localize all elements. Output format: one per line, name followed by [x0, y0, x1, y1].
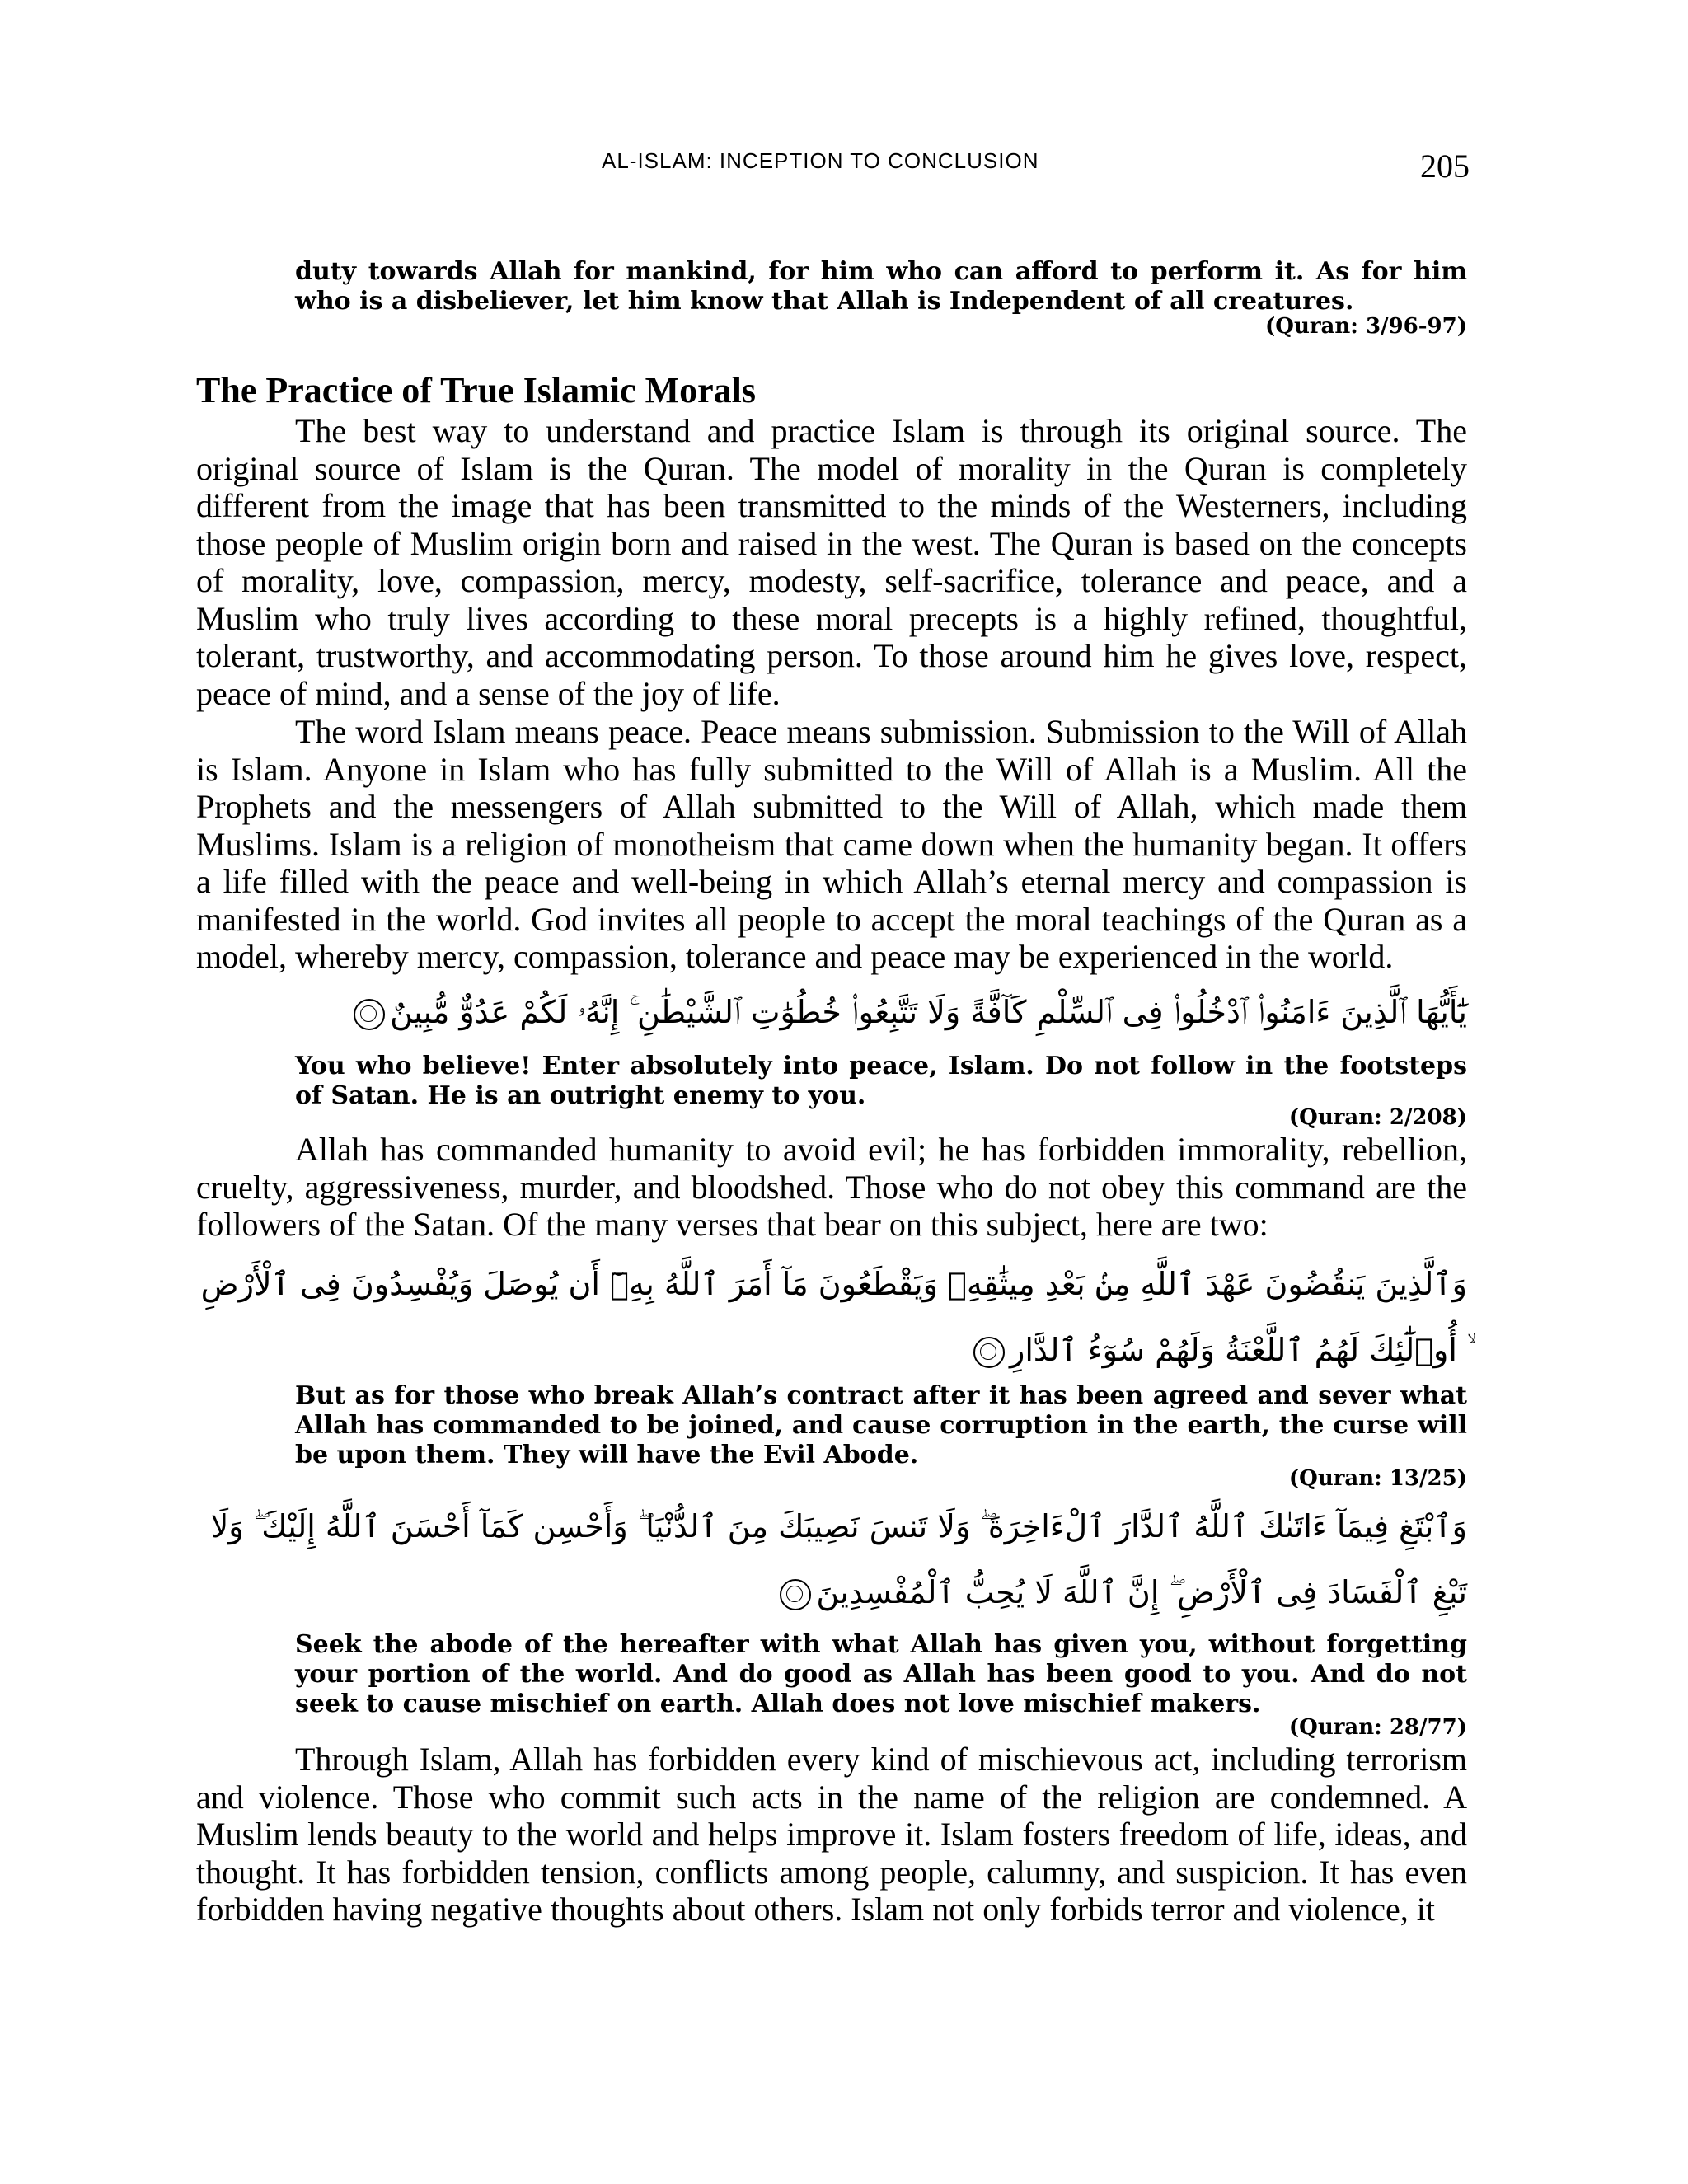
page-number: 205 — [1420, 148, 1470, 185]
arabic-verse — [196, 979, 1467, 1045]
body-paragraph: Through Islam, Allah has forbidden every kind of mischievous act, including terrorism and violence. Those who commit such acts in the name of the religion are condemned. A Muslim lends beauty to the world and helps improve it. Islam fosters freedom of life, ideas, and thought. It has forbidden tension, conflicts among people, calumny, and suspicion. It has even forbidden having negative thoughts about others. Islam not only forbids terror and violence, it — [196, 1741, 1467, 1928]
section-heading: The Practice of True Islamic Morals — [196, 370, 756, 410]
arabic-verse-text: وَٱبْتَغِ فِيمَآ ءَاتَىٰكَ ٱللَّهُ ٱلدَّارَ ٱلْءَاخِرَةَ ۖ وَلَا تَنسَ نَصِيبَكَ مِنَ ٱلدُّنْيَا ۖ وَأَحْسِن كَمَآ أَحْسَنَ ٱللَّهُ إِلَيْكَ ۖ وَلَا تَبْغِ ٱلْفَسَادَ فِى ٱلْأَرْضِ ۖ إِنَّ ٱللَّهَ لَا يُحِبُّ ٱلْمُفْسِدِينَ — [210, 1508, 1467, 1610]
verse-reference: (Quran: 2/208) — [1288, 1105, 1467, 1130]
arabic-verse — [196, 1493, 1467, 1625]
verse-translation: You who believe! Enter absolutely into peace, Islam. Do not follow in the footsteps of Satan. He is an outright enemy to you. — [295, 1052, 1467, 1110]
verse-translation: But as for those who break Allah’s contract after it has been agreed and sever what Allah has commanded to be joined, and cause corruption in the earth, the curse will be upon them. They will have the Evil Abode. — [295, 1381, 1467, 1469]
body-paragraph: The best way to understand and practice Islam is through its original source. The original source of Islam is the Quran. The model of morality in the Quran is completely different from the image that has been transmitted to the minds of the Westerners, including those people of Muslim origin born and raised in the west. The Quran is based on the concepts of morality, love, compassion, mercy, modesty, self-sacrifice, tolerance and peace, and a Muslim who truly lives according to these moral precepts is a highly refined, thoughtful, tolerant, trustworthy, and accommodating person. To those around him he gives love, respect, peace of mind, and a sense of the joy of life. — [196, 412, 1467, 712]
verse-end-icon — [973, 1337, 1005, 1368]
verse-reference: (Quran: 28/77) — [1288, 1715, 1467, 1740]
verse-end-icon — [780, 1579, 811, 1610]
body-paragraph: Allah has commanded humanity to avoid evil; he has forbidden immorality, rebellion, cruelty, aggressiveness, murder, and bloodshed. Those who do not obey this command are the followers of the Satan. Of the many verses that bear on this subject, here are two: — [196, 1131, 1467, 1243]
arabic-verse-text: وَٱلَّذِينَ يَنقُضُونَ عَهْدَ ٱللَّهِ مِنۢ بَعْدِ مِيثَٰقِهِۦ وَيَقْطَعُونَ مَآ أَمَرَ ٱللَّهُ بِهِۦٓ أَن يُوصَلَ وَيُفْسِدُونَ فِى ٱلْأَرْضِ ۙ أُو۟لَٰٓئِكَ لَهُمُ ٱللَّعْنَةُ وَلَهُمْ سُوٓءُ ٱلدَّارِ — [200, 1266, 1467, 1368]
arabic-verse-text: يَٰٓأَيُّهَا ٱلَّذِينَ ءَامَنُوا۟ ٱدْخُلُوا۟ فِى ٱلسِّلْمِ كَآفَّةً وَلَا تَتَّبِعُوا۟ خُطُوَٰتِ ٱلشَّيْطَٰنِ ۚ إِنَّهُۥ لَكُمْ عَدُوٌّ مُّبِينٌ — [390, 994, 1467, 1030]
arabic-verse — [196, 1251, 1467, 1383]
quote-reference: (Quran: 3/96-97) — [1265, 314, 1467, 339]
body-paragraph: The word Islam means peace. Peace means submission. Submission to the Will of Allah is Islam. Anyone in Islam who has fully submitted to the Will of Allah is a Muslim. All the Prophets and the messengers of Allah submitted to the Will of Allah, which made them Muslims. Islam is a religion of monotheism that came down when the humanity began. It offers a life filled with the peace and well-being in which Allah’s eternal mercy and compassion is manifested in the world. God invites all people to accept the moral teachings of the Quran as a model, whereby mercy, compassion, tolerance and peace may be experienced in the world. — [196, 713, 1467, 975]
verse-translation: Seek the abode of the hereafter with what Allah has given you, without forgetting your portion of the world. And do good as Allah has been good to you. And do not seek to cause mischief on earth. Allah does not love mischief makers. — [295, 1630, 1467, 1718]
verse-end-icon — [354, 999, 385, 1030]
running-header: AL-ISLAM: INCEPTION TO CONCLUSION — [602, 148, 1039, 173]
verse-reference: (Quran: 13/25) — [1288, 1466, 1467, 1491]
quote-translation: duty towards Allah for mankind, for him who can afford to perform it. As for him who is a disbeliever, let him know that Allah is Independent of all creatures. — [295, 257, 1467, 316]
